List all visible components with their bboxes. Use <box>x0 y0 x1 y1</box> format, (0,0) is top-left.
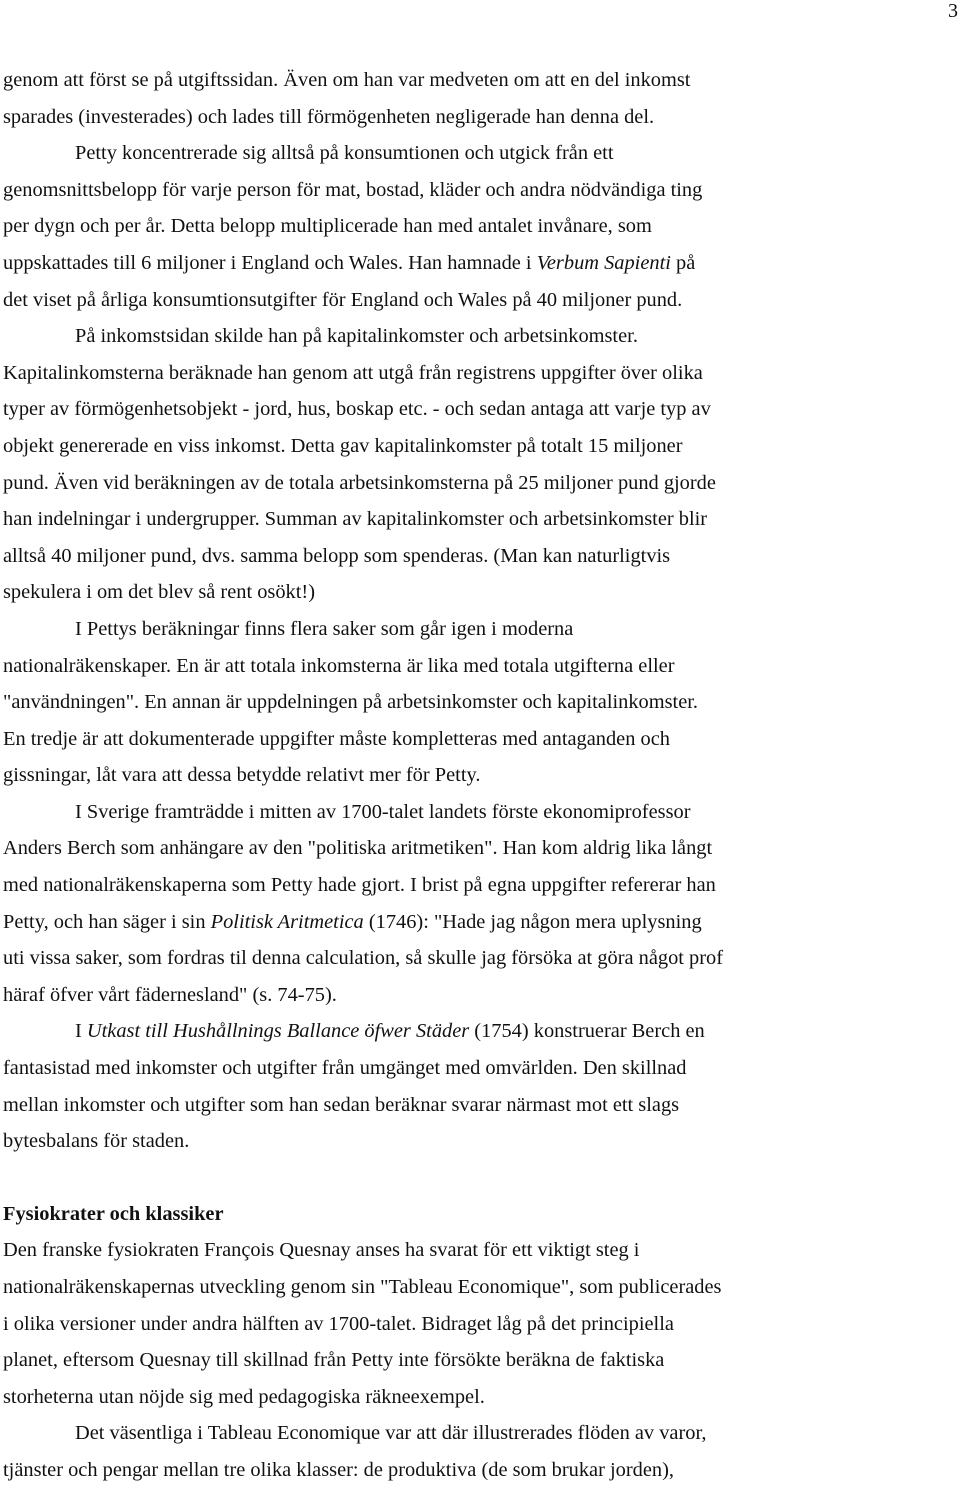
line-text: Anders Berch som anhängare av den "politiska aritmetiken". Han kom aldrig lika långt <box>3 837 713 860</box>
text-line <box>3 428 953 465</box>
text-line <box>3 501 953 538</box>
line-text-after: (1754) konstruerar Berch en <box>469 1020 705 1043</box>
line-text: med nationalräkenskaperna som Petty hade gjort. I brist på egna uppgifter refererar han <box>3 874 716 897</box>
text-line <box>3 648 953 685</box>
document-body <box>3 62 953 1489</box>
text-line <box>3 1306 953 1343</box>
line-text: planet, eftersom Quesnay till skillnad från Petty inte försökte beräkna de faktiska <box>3 1349 665 1372</box>
text-line <box>3 1087 953 1124</box>
line-text: nationalräkenskaper. En är att totala inkomsterna är lika med totala utgifterna eller <box>3 654 675 677</box>
line-text: nationalräkenskapernas utveckling genom sin "Tableau Economique", som publicerades <box>3 1276 722 1298</box>
line-text: mellan inkomster och utgifter som han sedan beräknar svarar närmast mot ett slags <box>3 1093 680 1116</box>
line-text: typer av förmögenhetsobjekt - jord, hus, boskap etc. - och sedan antaga att varje typ av <box>3 398 711 421</box>
paragraph-gap <box>3 1160 953 1196</box>
section-heading <box>3 1196 953 1233</box>
line-text: I Pettys beräkningar finns flera saker som går igen i moderna <box>75 617 574 640</box>
text-line <box>3 62 953 99</box>
text-line <box>3 574 953 611</box>
text-line <box>3 282 953 319</box>
text-line <box>3 684 953 721</box>
text-line <box>3 208 953 245</box>
text-line <box>3 245 953 282</box>
line-text: objekt genererade en viss inkomst. Detta gav kapitalinkomster på totalt 15 miljoner <box>3 434 683 457</box>
text-line <box>3 721 953 758</box>
line-text-after: (1746): "Hade jag någon mera uplysning <box>363 910 702 933</box>
text-line <box>3 1379 953 1416</box>
italic-title: Verbum Sapienti <box>536 251 671 274</box>
line-text: spekulera i om det blev så rent osökt!) <box>3 581 316 604</box>
text-line <box>3 977 953 1014</box>
line-text: Det väsentliga i Tableau Economique var att där illustrerades flöden av varor, <box>75 1422 707 1445</box>
line-text: I <box>75 1020 87 1043</box>
line-text: Den franske fysiokraten François Quesnay anses ha svarat för ett viktigt steg i <box>3 1239 640 1262</box>
text-line <box>3 904 953 941</box>
page-number: 3 <box>948 0 958 22</box>
text-line <box>3 1050 953 1087</box>
text-line <box>3 1415 953 1452</box>
italic-title: Politisk Aritmetica <box>210 910 364 933</box>
line-text: tjänster och pengar mellan tre olika klasser: de produktiva (de som brukar jorden), <box>3 1458 674 1481</box>
line-text: Kapitalinkomsterna beräknade han genom att utgå från registrens uppgifter över olika <box>3 361 703 384</box>
text-line <box>3 99 953 136</box>
text-line <box>3 1123 953 1160</box>
text-line <box>3 391 953 428</box>
text-line <box>3 611 953 648</box>
text-line <box>3 135 953 172</box>
line-text: genom att först se på utgiftssidan. Även om han var medveten om att en del inkomst <box>3 69 691 91</box>
line-text: uppskattades till 6 miljoner i England och Wales. Han hamnade i <box>3 251 537 274</box>
line-text: Petty, och han säger i sin <box>3 910 211 933</box>
line-text: genomsnittsbelopp för varje person för mat, bostad, kläder och andra nödvändiga ting <box>3 178 703 201</box>
italic-title: Utkast till Hushållnings Ballance öfwer Städer <box>86 1020 470 1043</box>
text-line <box>3 867 953 904</box>
line-text: "användningen". En annan är uppdelningen på arbetsinkomster och kapitalinkomster. <box>3 691 699 714</box>
line-text-after: på <box>670 251 696 274</box>
line-text: per dygn och per år. Detta belopp multiplicerade han med antalet invånare, som <box>3 215 652 238</box>
line-text: I Sverige framträdde i mitten av 1700-talet landets förste ekonomiprofessor <box>75 800 691 823</box>
line-text: Fysiokrater och klassiker <box>3 1202 224 1225</box>
line-text: pund. Även vid beräkningen av de totala arbetsinkomsterna på 25 miljoner pund gjorde <box>3 471 716 494</box>
text-line <box>3 830 953 867</box>
line-text: sparades (investerades) och lades till förmögenheten negligerade han denna del. <box>3 105 655 128</box>
text-line <box>3 1452 953 1489</box>
text-line <box>3 1269 953 1306</box>
text-line <box>3 1232 953 1269</box>
line-text: En tredje är att dokumenterade uppgifter måste kompletteras med antaganden och <box>3 727 670 750</box>
line-text: i olika versioner under andra hälften av 1700-talet. Bidraget låg på det principiella <box>3 1312 674 1335</box>
text-line <box>3 940 953 977</box>
text-line <box>3 1342 953 1379</box>
text-line <box>3 465 953 502</box>
line-text: alltså 40 miljoner pund, dvs. samma belopp som spenderas. (Man kan naturligtvis <box>3 544 671 567</box>
line-text: fantasistad med inkomster och utgifter från umgänget med omvärlden. Den skillnad <box>3 1057 687 1080</box>
text-line <box>3 757 953 794</box>
line-text: På inkomstsidan skilde han på kapitalinkomster och arbetsinkomster. <box>75 325 638 348</box>
text-line <box>3 318 953 355</box>
line-text: gissningar, låt vara att dessa betydde relativt mer för Petty. <box>3 764 481 787</box>
line-text: uti vissa saker, som fordras til denna calculation, så skulle jag försöka at göra något prof <box>3 947 724 970</box>
line-text: bytesbalans för staden. <box>3 1130 190 1153</box>
text-line <box>3 355 953 392</box>
text-line <box>3 172 953 209</box>
line-text: Petty koncentrerade sig alltså på konsumtionen och utgick från ett <box>75 142 614 165</box>
text-line <box>3 538 953 575</box>
line-text: han indelningar i undergrupper. Summan av kapitalinkomster och arbetsinkomster blir <box>3 508 708 531</box>
line-text: häraf öfver vårt fädernesland" (s. 74-75). <box>3 983 337 1006</box>
text-line <box>3 794 953 831</box>
line-text: det viset på årliga konsumtionsutgifter för England och Wales på 40 miljoner pund. <box>3 288 683 311</box>
line-text: storheterna utan nöjde sig med pedagogiska räkneexempel. <box>3 1385 485 1408</box>
text-line <box>3 1013 953 1050</box>
